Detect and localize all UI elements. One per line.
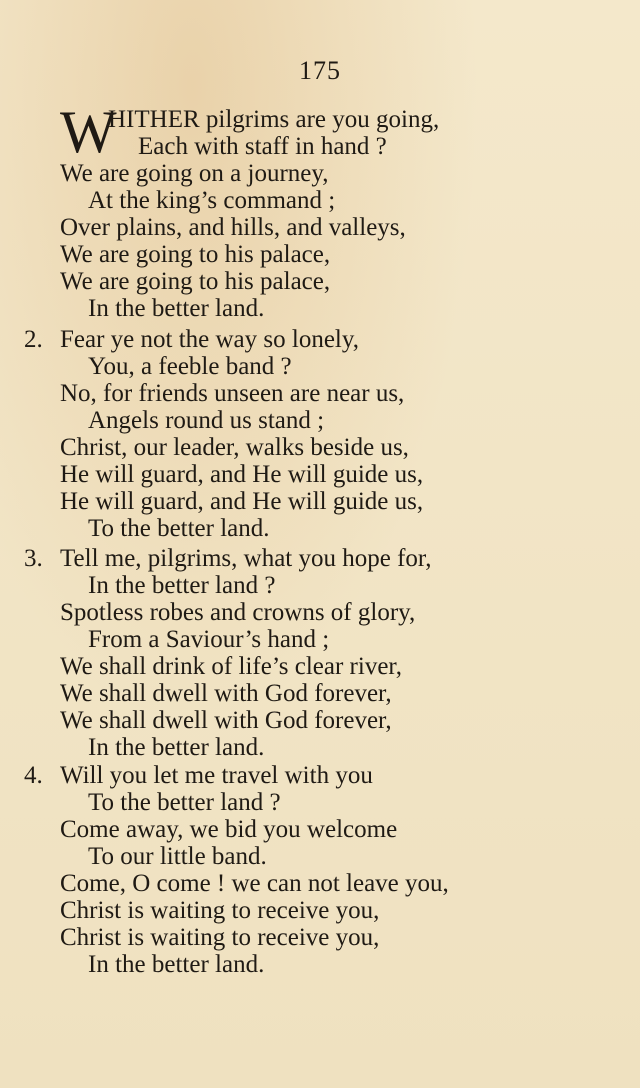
stanza-3-line-8: In the better land. (88, 734, 265, 761)
stanza-4-line-2: To the better land ? (88, 789, 281, 816)
stanza-2-line-1: Fear ye not the way so lonely, (60, 326, 359, 353)
stanza-4-line-4: To our little band. (88, 843, 267, 870)
stanza-number: 4. (24, 762, 43, 789)
stanza-2-line-5: Christ, our leader, walks beside us, (60, 434, 409, 461)
stanza-1-line-8: In the better land. (88, 295, 265, 322)
stanza-2-line-2: You, a feeble band ? (88, 353, 292, 380)
stanza-2-line-8: To the better land. (88, 515, 270, 542)
page-number: 175 (299, 56, 341, 85)
stanza-3-line-1: Tell me, pilgrims, what you hope for, (60, 545, 432, 572)
stanza-1-line-4: At the king’s command ; (88, 187, 336, 214)
stanza-1-line-2: Each with staff in hand ? (138, 133, 387, 160)
stanza-number: 2. (24, 326, 43, 353)
stanza-3-line-2: In the better land ? (88, 572, 276, 599)
stanza-3-line-7: We shall dwell with God forever, (60, 707, 392, 734)
stanza-number: 3. (24, 545, 43, 572)
stanza-1-line-3: We are going on a journey, (60, 160, 329, 187)
stanza-2-line-3: No, for friends unseen are near us, (60, 380, 405, 407)
stanza-2-line-6: He will guard, and He will guide us, (60, 461, 424, 488)
stanza-4-line-5: Come, O come ! we can not leave you, (60, 870, 449, 897)
drop-cap: W (60, 99, 117, 165)
stanza-3-line-6: We shall dwell with God forever, (60, 680, 392, 707)
stanza-1-line-7: We are going to his palace, (60, 268, 331, 295)
stanza-2-line-7: He will guard, and He will guide us, (60, 488, 424, 515)
stanza-4-line-6: Christ is waiting to receive you, (60, 897, 380, 924)
stanza-1-line-5: Over plains, and hills, and valleys, (60, 214, 406, 241)
stanza-4-line-1: Will you let me travel with you (60, 762, 373, 789)
stanza-3-line-4: From a Saviour’s hand ; (88, 626, 330, 653)
stanza-3-line-5: We shall drink of life’s clear river, (60, 653, 402, 680)
stanza-4-line-8: In the better land. (88, 951, 265, 978)
stanza-4-line-7: Christ is waiting to receive you, (60, 924, 380, 951)
stanza-1-line-6: We are going to his palace, (60, 241, 331, 268)
stanza-4-line-3: Come away, we bid you welcome (60, 816, 398, 843)
stanza-1-line-1: HITHER pilgrims are you going, (108, 106, 440, 133)
stanza-2-line-4: Angels round us stand ; (88, 407, 325, 434)
stanza-3-line-3: Spotless robes and crowns of glory, (60, 599, 416, 626)
